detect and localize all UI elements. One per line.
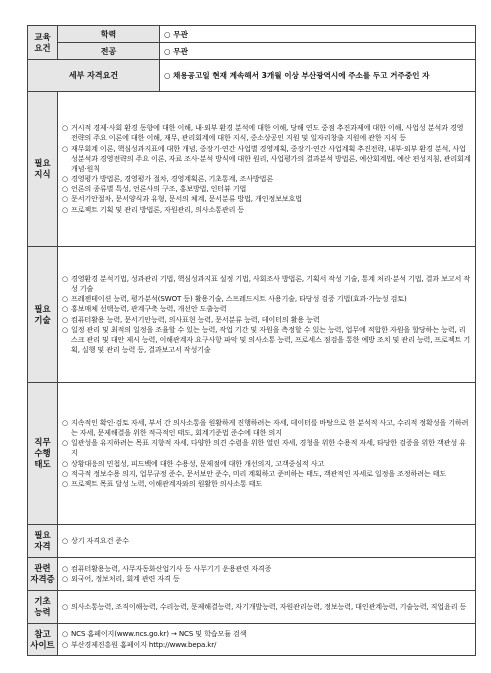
basic-abilities-content (58, 591, 476, 624)
certificates-header: 관련 자격증 (28, 558, 58, 591)
list-item: ○ 경영평가 방법론, 경영평가 절차, 경영계획론, 기초통계, 조사방법론 (62, 174, 472, 184)
education-label: 학력 (58, 26, 160, 43)
list-item: ○ 재무회계 이론, 핵심성과지표에 대한 개념, 중장기·연간 사업별 경영계획, 중장기·연간 사업계획 추진전략, 내부·외부 환경 분석, 사업성분석과 경영전략의 주요 이론, 자료 조사·분석 방식에 대한 원리, 사업평가의 결과분석 방법론, 예산회계법, 예산 편성지침, 관리회계 개념·원칙 (62, 144, 472, 174)
job-requirements-table (27, 25, 476, 656)
list-item: ○ 홍보매체 선택능력, 관계구축 능력, 개선안 도출능력 (62, 304, 472, 314)
knowledge-content (58, 92, 476, 247)
list-item: ○ NCS 홈페이지(www.ncs.go.kr) → NCS 및 학습모듈 검색 (62, 629, 472, 639)
skills-content (58, 247, 476, 383)
reference-sites-list (62, 629, 472, 649)
knowledge-header: 필요 지식 (28, 92, 58, 247)
list-item: ○ 부산경제진흥원 홈페이지 http://www.bepa.kr/ (62, 640, 472, 650)
list-item: ○ 상황대응의 민첩성, 피드백에 대한 수용성, 문제점에 대한 개선의지, 고객중심적 사고 (62, 459, 472, 469)
reference-sites-content (58, 624, 476, 656)
detail-requirements-label: 세부 자격요건 (28, 60, 160, 92)
list-item: ○ 컴퓨터활용능력, 사무자동화산업기사 등 사무기기 운용관련 자격증 (62, 564, 472, 574)
qualification-list (62, 536, 472, 546)
certificates-content (58, 558, 476, 591)
education-requirements-header: 교육 요건 (28, 26, 58, 60)
attitude-list (62, 418, 472, 489)
list-item: ○ 문서기안절차, 문서양식과 유형, 문서의 체계, 문서분류 방법, 개인정보보호법 (62, 194, 472, 204)
list-item: ○ 언론의 종류별 특성, 언론사의 구조, 홍보방법, 인터뷰 기법 (62, 184, 472, 194)
list-item: ○ 프로젝트 기획 및 관리 방법론, 자원관리, 의사소통관리 등 (62, 205, 472, 215)
list-item: ○ 적극적 정보수용 의지, 업무규정 준수, 문서보안 준수, 미리 계획하고 준비하는 태도, 객관적인 자세로 일정을 조정하려는 태도 (62, 469, 472, 479)
qualification-header: 필요 자격 (28, 525, 58, 558)
major-value: ○ 무관 (160, 43, 476, 60)
skills-header: 필요 기술 (28, 247, 58, 383)
attitude-content (58, 383, 476, 525)
skills-list (62, 274, 472, 355)
bullet-circle: ○ (164, 71, 171, 80)
qualification-content (58, 525, 476, 558)
major-value-text: 무관 (173, 46, 188, 56)
list-item: ○ 의사소통능력, 조직이해능력, 수리능력, 문제해결능력, 자기개발능력, 자원관리능력, 정보능력, 대인관계능력, 기술능력, 직업윤리 등 (62, 602, 472, 612)
reference-sites-header: 참고 사이트 (28, 624, 58, 656)
knowledge-list (62, 123, 472, 214)
education-value: ○ 무관 (160, 26, 476, 43)
attitude-header: 직무 수행 태도 (28, 383, 58, 525)
detail-requirements-value (160, 60, 476, 92)
list-item: ○ 일정 관리 및 최적의 일정을 조율할 수 있는 능력, 작업 기간 및 자원을 측정할 수 있는 능력, 업무에 적합한 자원을 할당하는 능력, 리스크 관리 및 대안 제시 능력, 이해관계자 요구사항 파악 및 의사소통 능력, 프로세스 점검을 통한 예방 조치 및 관리 능력, 프로젝트 기획, 실행 및 관리 능력 등, 결과보고서 작성기술 (62, 325, 472, 355)
basic-abilities-list (62, 602, 472, 612)
list-item: ○ 프로젝트 목표 달성 노력, 이해관계자와의 원활한 의사소통 태도 (62, 479, 472, 489)
list-item: ○ 상기 자격요건 준수 (62, 536, 472, 546)
list-item: ○ 외국어, 정보처리, 회계 관련 자격 등 (62, 574, 472, 584)
basic-abilities-header: 기초 능력 (28, 591, 58, 624)
major-label: 전공 (58, 43, 160, 60)
list-item: ○ 프레젠테이션 능력, 평가분석(SWOT 등) 활용기술, 스프레드시트 사용기술, 타당성 검증 기법(효과·가능성 검토) (62, 294, 472, 304)
list-item: ○ 경영환경 분석기법, 성과관리 기법, 핵심성과지표 설정 기법, 사회조사 방법론, 기획서 작성 기술, 통계 처리·분석 기법, 결과 보고서 작성 기술 (62, 274, 472, 294)
list-item: ○ 일관성을 유지하려는 목표 지향적 자세, 다양한 의견 수렴을 위한 열린 자세, 경청을 위한 수용적 자세, 타당한 검증을 위한 객관성 유지 (62, 438, 472, 458)
list-item: ○ 지속적인 확인·검토 자세, 부서 간 의사소통을 원활하게 진행하려는 자세, 데이터를 바탕으로 한 분석적 사고, 수리적 정확성을 기하려는 자세, 문제해결을 위한 적극적인 태도, 회계기준법 준수에 대한 의지 (62, 418, 472, 438)
detail-requirements-text: 채용공고일 현재 계속해서 3개월 이상 부산광역시에 주소를 두고 거주중인 자 (173, 71, 430, 80)
list-item: ○ 컴퓨터활용 능력, 문서기안능력, 의사표현 능력, 문서분류 능력, 데이터의 활용 능력 (62, 315, 472, 325)
list-item: ○ 거시적 경제·사회 환경 동향에 대한 이해, 내·외부 환경 분석에 대한 이해, 당해 연도 중점 추진과제에 대한 이해, 사업성 분석과 경영 전략의 주요 이론에 대한 이해, 재무, 관리회계에 대한 지식, 중소상공인 지원 및 일자리창출 지원에 관한 지식 등 (62, 123, 472, 143)
certificates-list (62, 564, 472, 584)
education-value-text: 무관 (173, 29, 188, 39)
